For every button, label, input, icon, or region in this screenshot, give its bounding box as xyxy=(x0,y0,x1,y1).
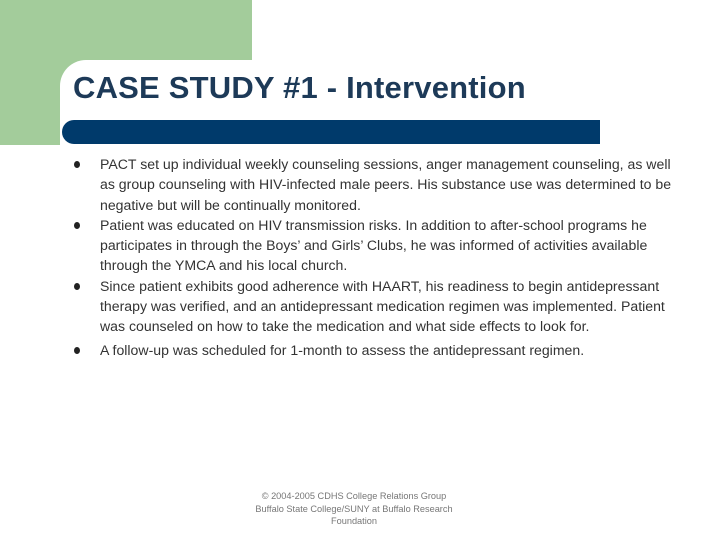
slide-title: CASE STUDY #1 - Intervention xyxy=(73,70,526,105)
bullet-item-counseling xyxy=(74,154,674,215)
bullet-dot-icon xyxy=(74,347,80,354)
bullet-item-antidepressant xyxy=(74,276,674,337)
bullet-text: PACT set up individual weekly counseling sessions, anger management counseling, as well as group counseling with HIV-infected male peers. His substance use was determined to be negative but will be continually monitored. xyxy=(100,156,672,213)
bullet-item-follow-up xyxy=(74,340,674,360)
slide-footer xyxy=(236,490,472,528)
bullet-dot-icon xyxy=(74,161,80,168)
bullet-text: Since patient exhibits good adherence with HAART, his readiness to begin antidepressant therapy was verified, and an antidepressant medication regimen was implemented. Patient was counseled on how to take the medication and what side effects to look for. xyxy=(100,277,665,335)
bullet-text: A follow-up was scheduled for 1-month to assess the antidepressant regimen. xyxy=(100,341,585,358)
bullet-dot-icon xyxy=(74,222,80,229)
title-underline-bar xyxy=(62,120,600,144)
footer-foundation: Foundation xyxy=(331,516,377,526)
footer-copyright: © 2004-2005 CDHS College Relations Group xyxy=(261,491,447,501)
footer-institution: Buffalo State College/SUNY at Buffalo Research xyxy=(255,503,453,514)
bullet-dot-icon xyxy=(74,283,80,290)
bullet-list xyxy=(74,154,674,360)
bullet-item-education xyxy=(74,215,674,276)
bullet-text: Patient was educated on HIV transmission risks. In addition to after-school programs he participates in through the Boys’ and Girls’ Clubs, he was informed of activities available through the YMCA and his local church. xyxy=(100,216,648,274)
